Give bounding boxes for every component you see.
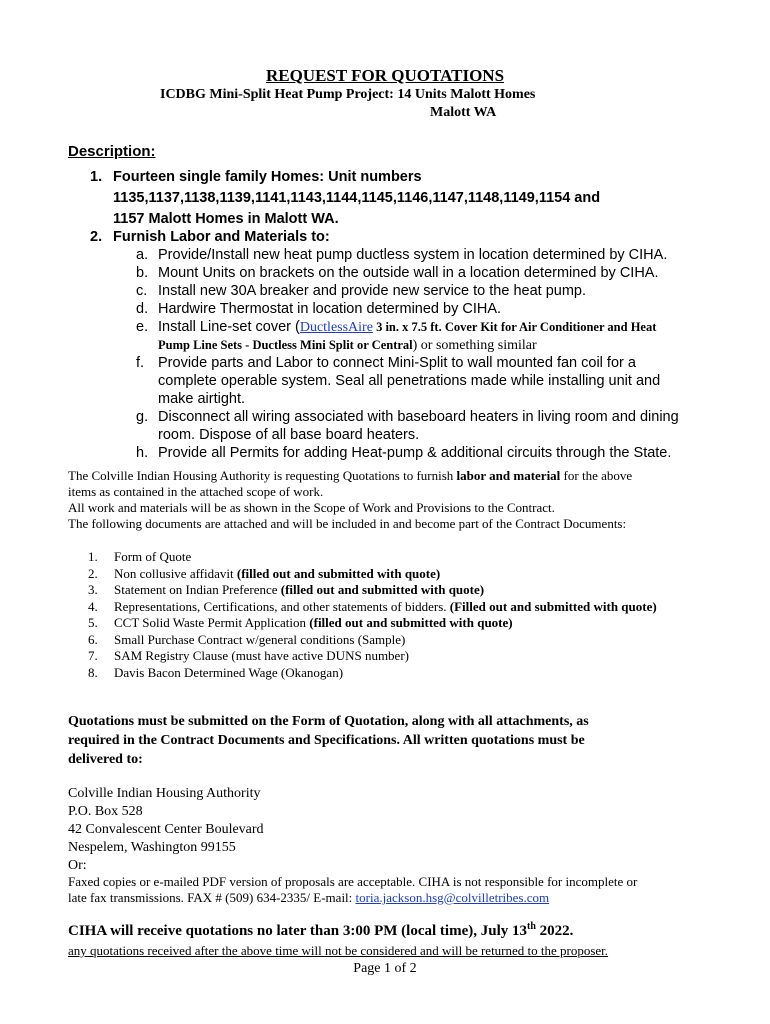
project-location: Malott WA [430, 105, 497, 120]
sub-a-letter: a. [136, 247, 149, 263]
project-subtitle: ICDBG Mini-Split Heat Pump Project: 14 Units Malott Homes [160, 87, 536, 102]
item-2-text: Furnish Labor and Materials to: [113, 229, 330, 245]
sub-e-letter: e. [136, 319, 149, 335]
intro-line-3: All work and materials will be as shown in the Scope of Work and Provisions to the Contract. [68, 500, 555, 515]
sub-e-line-2: Pump Line Sets - Ductless Mini Split or Central) or something similar [158, 338, 537, 353]
intro-line-4: The following documents are attached and will be included in and become part of the Contract Documents: [68, 516, 627, 531]
sub-g-letter: g. [136, 409, 149, 425]
intro-line-2: items as contained in the attached scope of work. [68, 484, 324, 499]
document-item: 5. CCT Solid Waste Permit Application (filled out and submitted with quote) [88, 615, 513, 630]
item-1-line-1: Fourteen single family Homes: Unit numbers [113, 169, 422, 185]
sub-c-letter: c. [136, 283, 148, 299]
document-item: 1. Form of Quote [88, 549, 192, 564]
sub-g-line-2: room. Dispose of all base board heaters. [158, 427, 420, 443]
address-line-5: Or: [68, 858, 87, 873]
document-item: 8. Davis Bacon Determined Wage (Okanogan) [88, 664, 344, 680]
submission-line-3: delivered to: [68, 752, 143, 767]
sub-f-line-3: make airtight. [158, 391, 246, 407]
sub-b-text: Mount Units on brackets on the outside wall in a location determined by CIHA. [158, 265, 659, 281]
item-2-number: 2. [90, 229, 103, 245]
submission-line-1: Quotations must be submitted on the Form of Quotation, along with all attachments, as [68, 714, 589, 729]
email-link[interactable]: toria.jackson.hsg@colvilletribes.com [355, 890, 550, 905]
ductlessaire-link[interactable]: DuctlessAire [299, 320, 373, 335]
sub-d-text: Hardwire Thermostat in location determined by CIHA. [158, 301, 502, 317]
sub-a-text: Provide/Install new heat pump ductless system in location determined by CIHA. [158, 247, 668, 263]
document-item: 6. Small Purchase Contract w/general conditions (Sample) [88, 631, 406, 647]
sub-h-text: Provide all Permits for adding Heat-pump & additional circuits through the State. [158, 445, 672, 461]
page-number: Page 1 of 2 [353, 961, 417, 976]
item-1-line-3: 1157 Malott Homes in Malott WA. [113, 211, 339, 227]
sub-b-letter: b. [136, 265, 149, 281]
sub-c-text: Install new 30A breaker and provide new service to the heat pump. [158, 283, 587, 299]
document-title: REQUEST FOR QUOTATIONS [265, 66, 505, 85]
address-line-3: 42 Convalescent Center Boulevard [68, 822, 264, 837]
documents-list [88, 549, 678, 681]
document-item: 4. Representations, Certifications, and other statements of bidders. (Filled out and submitted with quote) [88, 598, 657, 614]
sub-g-line-1: Disconnect all wiring associated with baseboard heaters in living room and dining [158, 409, 679, 425]
sub-d-letter: d. [136, 301, 149, 317]
intro-line-1: The Colville Indian Housing Authority is requesting Quotations to furnish labor and material for the above [68, 468, 633, 483]
document-item: 3. Statement on Indian Preference (filled out and submitted with quote) [88, 582, 485, 597]
address-line-2: P.O. Box 528 [68, 804, 143, 819]
document-item: 7. SAM Registry Clause (must have active DUNS number) [88, 648, 409, 663]
sub-e-line-1: Install Line-set cover (DuctlessAire 3 in. x 7.5 ft. Cover Kit for Air Conditioner and Heat [158, 319, 657, 335]
fax-line-1: Faxed copies or e-mailed PDF version of proposals are acceptable. CIHA is not responsible for incomplete or [68, 874, 638, 889]
sub-f-letter: f. [136, 355, 145, 371]
address-line-4: Nespelem, Washington 99155 [68, 840, 236, 855]
deadline-statement: CIHA will receive quotations no later than 3:00 PM (local time), July 13th 2022. [68, 921, 574, 939]
item-1-line-2: 1135,1137,1138,1139,1141,1143,1144,1145,1146,1147,1148,1149,1154 and [113, 190, 601, 206]
fax-line-2: late fax transmissions. FAX # (509) 634-2335/ E-mail: toria.jackson.hsg@colvilletribes.com [68, 890, 550, 905]
submission-line-2: required in the Contract Documents and Specifications. All written quotations must be [68, 733, 585, 748]
document-item: 2. Non collusive affidavit (filled out and submitted with quote) [88, 565, 441, 581]
item-1-number: 1. [90, 169, 103, 185]
address-line-1: Colville Indian Housing Authority [68, 786, 261, 801]
sub-h-letter: h. [136, 445, 149, 461]
description-heading: Description: [68, 143, 156, 160]
deadline-note: any quotations received after the above time will not be considered and will be returned to the proposer. [68, 943, 609, 958]
sub-f-line-1: Provide parts and Labor to connect Mini-Split to wall mounted fan coil for a [158, 355, 636, 371]
sub-f-line-2: complete operable system. Seal all penetrations made while installing unit and [158, 373, 661, 389]
